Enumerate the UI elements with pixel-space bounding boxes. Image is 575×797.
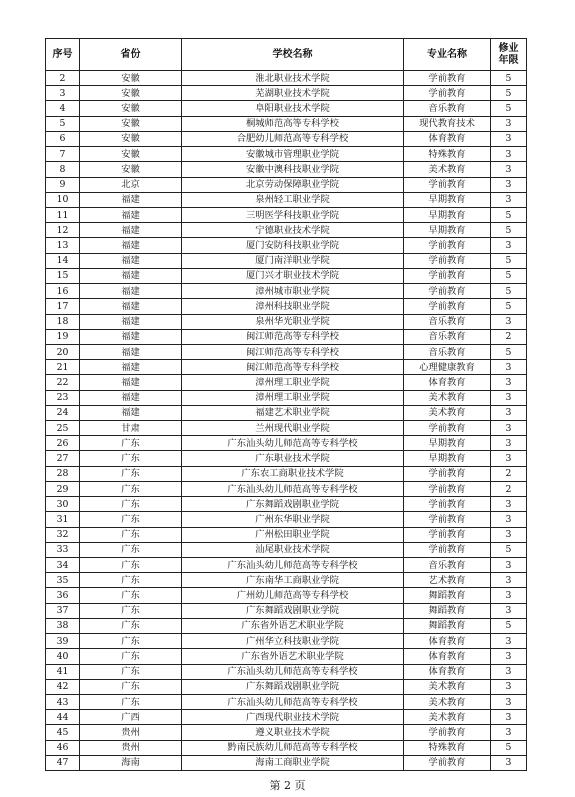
cell-years: 3 <box>491 375 527 390</box>
cell-school: 淮北职业技术学院 <box>182 71 404 86</box>
table-row <box>46 162 527 177</box>
cell-major: 音乐教育 <box>404 344 491 359</box>
cell-no: 2 <box>46 71 80 86</box>
cell-major: 音乐教育 <box>404 314 491 329</box>
table-row <box>46 649 527 664</box>
page-number: 第 2 页 <box>269 779 306 792</box>
cell-school: 闽江师范高等专科学校 <box>182 344 404 359</box>
header-school: 学校名称 <box>182 39 404 71</box>
cell-school: 广东职业技术学院 <box>182 451 404 466</box>
cell-school: 黔南民族幼儿师范高等专科学校 <box>182 740 404 755</box>
table-row <box>46 177 527 192</box>
cell-major: 早期教育 <box>404 436 491 451</box>
cell-no: 44 <box>46 710 80 725</box>
table-row <box>46 147 527 162</box>
cell-province: 安徽 <box>80 101 182 116</box>
cell-major: 早期教育 <box>404 207 491 222</box>
cell-school: 遵义职业技术学院 <box>182 725 404 740</box>
cell-years: 5 <box>491 284 527 299</box>
cell-province: 安徽 <box>80 162 182 177</box>
cell-no: 17 <box>46 299 80 314</box>
table-body <box>46 71 527 771</box>
cell-school: 广西现代职业技术学院 <box>182 710 404 725</box>
header-years-line2: 年限 <box>498 54 519 66</box>
table-row <box>46 618 527 633</box>
cell-no: 11 <box>46 207 80 222</box>
cell-major: 舞蹈教育 <box>404 588 491 603</box>
cell-years: 3 <box>491 588 527 603</box>
cell-years: 3 <box>491 131 527 146</box>
cell-school: 广州松田职业学院 <box>182 527 404 542</box>
cell-years: 3 <box>491 314 527 329</box>
cell-no: 33 <box>46 542 80 557</box>
table-row <box>46 131 527 146</box>
cell-no: 14 <box>46 253 80 268</box>
cell-school: 漳州理工职业学院 <box>182 390 404 405</box>
cell-school: 漳州理工职业学院 <box>182 375 404 390</box>
cell-major: 美术教育 <box>404 162 491 177</box>
cell-years: 3 <box>491 679 527 694</box>
cell-no: 45 <box>46 725 80 740</box>
cell-province: 广东 <box>80 451 182 466</box>
cell-major: 学前教育 <box>404 71 491 86</box>
cell-major: 美术教育 <box>404 679 491 694</box>
cell-no: 12 <box>46 223 80 238</box>
cell-province: 福建 <box>80 268 182 283</box>
cell-province: 福建 <box>80 390 182 405</box>
cell-school: 广东舞蹈戏剧职业学院 <box>182 603 404 618</box>
table-row <box>46 268 527 283</box>
cell-years: 5 <box>491 101 527 116</box>
table-row <box>46 512 527 527</box>
cell-major: 学前教育 <box>404 512 491 527</box>
cell-no: 5 <box>46 116 80 131</box>
cell-years: 2 <box>491 329 527 344</box>
cell-years: 3 <box>491 558 527 573</box>
cell-major: 体育教育 <box>404 649 491 664</box>
table-row <box>46 238 527 253</box>
cell-province: 福建 <box>80 375 182 390</box>
cell-no: 9 <box>46 177 80 192</box>
table-row <box>46 603 527 618</box>
cell-years: 5 <box>491 268 527 283</box>
cell-years: 3 <box>491 390 527 405</box>
table-row <box>46 740 527 755</box>
table-row <box>46 421 527 436</box>
cell-province: 广东 <box>80 497 182 512</box>
table-row <box>46 405 527 420</box>
table-row <box>46 694 527 709</box>
cell-school: 广东汕头幼儿师范高等专科学校 <box>182 558 404 573</box>
cell-major: 学前教育 <box>404 268 491 283</box>
cell-school: 闽江师范高等专科学校 <box>182 360 404 375</box>
cell-province: 福建 <box>80 344 182 359</box>
table-row <box>46 284 527 299</box>
cell-major: 体育教育 <box>404 131 491 146</box>
cell-province: 安徽 <box>80 71 182 86</box>
cell-province: 广东 <box>80 466 182 481</box>
cell-years: 3 <box>491 177 527 192</box>
cell-province: 广东 <box>80 588 182 603</box>
table-row <box>46 314 527 329</box>
header-row <box>46 39 527 71</box>
table-row <box>46 344 527 359</box>
cell-years: 3 <box>491 649 527 664</box>
cell-no: 47 <box>46 755 80 770</box>
cell-years: 2 <box>491 466 527 481</box>
table-row <box>46 497 527 512</box>
cell-no: 22 <box>46 375 80 390</box>
table-row <box>46 360 527 375</box>
cell-school: 汕尾职业技术学院 <box>182 542 404 557</box>
cell-years: 3 <box>491 192 527 207</box>
cell-major: 学前教育 <box>404 86 491 101</box>
cell-no: 27 <box>46 451 80 466</box>
cell-province: 广东 <box>80 573 182 588</box>
cell-no: 18 <box>46 314 80 329</box>
table-row <box>46 207 527 222</box>
cell-no: 10 <box>46 192 80 207</box>
cell-major: 学前教育 <box>404 421 491 436</box>
cell-major: 学前教育 <box>404 177 491 192</box>
header-no: 序号 <box>46 39 80 71</box>
cell-no: 28 <box>46 466 80 481</box>
cell-no: 29 <box>46 481 80 496</box>
cell-years: 3 <box>491 694 527 709</box>
cell-years: 5 <box>491 299 527 314</box>
cell-province: 广东 <box>80 603 182 618</box>
cell-years: 3 <box>491 725 527 740</box>
table-row <box>46 71 527 86</box>
cell-province: 福建 <box>80 253 182 268</box>
table-header <box>46 39 527 71</box>
cell-no: 37 <box>46 603 80 618</box>
cell-years: 3 <box>491 573 527 588</box>
cell-school: 广东南华工商职业学院 <box>182 573 404 588</box>
cell-no: 36 <box>46 588 80 603</box>
cell-province: 广东 <box>80 558 182 573</box>
cell-school: 广东省外语艺术职业学院 <box>182 618 404 633</box>
cell-no: 15 <box>46 268 80 283</box>
table-row <box>46 573 527 588</box>
table-row <box>46 253 527 268</box>
cell-no: 23 <box>46 390 80 405</box>
cell-major: 学前教育 <box>404 542 491 557</box>
cell-school: 厦门南洋职业学院 <box>182 253 404 268</box>
cell-province: 安徽 <box>80 116 182 131</box>
cell-school: 闽江师范高等专科学校 <box>182 329 404 344</box>
cell-major: 体育教育 <box>404 634 491 649</box>
cell-no: 39 <box>46 634 80 649</box>
cell-major: 学前教育 <box>404 481 491 496</box>
cell-school: 广东汕头幼儿师范高等专科学校 <box>182 436 404 451</box>
cell-no: 40 <box>46 649 80 664</box>
cell-school: 芜湖职业技术学院 <box>182 86 404 101</box>
cell-major: 舞蹈教育 <box>404 603 491 618</box>
cell-no: 30 <box>46 497 80 512</box>
cell-province: 福建 <box>80 405 182 420</box>
table-row <box>46 558 527 573</box>
cell-school: 厦门兴才职业技术学院 <box>182 268 404 283</box>
table-row <box>46 634 527 649</box>
cell-province: 福建 <box>80 299 182 314</box>
cell-major: 美术教育 <box>404 405 491 420</box>
cell-school: 漳州城市职业学院 <box>182 284 404 299</box>
cell-school: 三明医学科技职业学院 <box>182 207 404 222</box>
cell-years: 3 <box>491 147 527 162</box>
header-years <box>491 39 527 71</box>
cell-major: 体育教育 <box>404 664 491 679</box>
cell-major: 学前教育 <box>404 284 491 299</box>
cell-years: 5 <box>491 71 527 86</box>
table-row <box>46 390 527 405</box>
cell-no: 7 <box>46 147 80 162</box>
cell-major: 早期教育 <box>404 223 491 238</box>
cell-no: 13 <box>46 238 80 253</box>
cell-major: 学前教育 <box>404 497 491 512</box>
cell-years: 3 <box>491 405 527 420</box>
cell-province: 福建 <box>80 238 182 253</box>
cell-years: 5 <box>491 223 527 238</box>
cell-major: 学前教育 <box>404 299 491 314</box>
header-major: 专业名称 <box>404 39 491 71</box>
cell-no: 26 <box>46 436 80 451</box>
header-province: 省份 <box>80 39 182 71</box>
cell-major: 心理健康教育 <box>404 360 491 375</box>
cell-school: 广东汕头幼儿师范高等专科学校 <box>182 694 404 709</box>
cell-no: 31 <box>46 512 80 527</box>
table-row <box>46 755 527 770</box>
cell-major: 音乐教育 <box>404 101 491 116</box>
cell-major: 学前教育 <box>404 725 491 740</box>
table-row <box>46 527 527 542</box>
cell-no: 8 <box>46 162 80 177</box>
cell-major: 早期教育 <box>404 451 491 466</box>
table-row <box>46 481 527 496</box>
cell-no: 42 <box>46 679 80 694</box>
cell-years: 3 <box>491 603 527 618</box>
cell-province: 北京 <box>80 177 182 192</box>
cell-no: 41 <box>46 664 80 679</box>
cell-no: 46 <box>46 740 80 755</box>
cell-province: 广东 <box>80 649 182 664</box>
cell-school: 广东舞蹈戏剧职业学院 <box>182 497 404 512</box>
cell-school: 广州幼儿师范高等专科学校 <box>182 588 404 603</box>
cell-province: 广东 <box>80 694 182 709</box>
cell-province: 广东 <box>80 664 182 679</box>
cell-years: 3 <box>491 360 527 375</box>
cell-major: 舞蹈教育 <box>404 618 491 633</box>
cell-school: 阜阳职业技术学院 <box>182 101 404 116</box>
cell-no: 43 <box>46 694 80 709</box>
cell-province: 广东 <box>80 634 182 649</box>
cell-school: 广东舞蹈戏剧职业学院 <box>182 679 404 694</box>
table-row <box>46 725 527 740</box>
cell-province: 广东 <box>80 527 182 542</box>
table-row <box>46 679 527 694</box>
cell-no: 35 <box>46 573 80 588</box>
cell-province: 广西 <box>80 710 182 725</box>
cell-years: 5 <box>491 618 527 633</box>
cell-province: 广东 <box>80 512 182 527</box>
cell-major: 美术教育 <box>404 694 491 709</box>
cell-no: 24 <box>46 405 80 420</box>
cell-no: 4 <box>46 101 80 116</box>
cell-major: 美术教育 <box>404 390 491 405</box>
cell-no: 20 <box>46 344 80 359</box>
cell-province: 福建 <box>80 207 182 222</box>
cell-province: 广东 <box>80 679 182 694</box>
cell-province: 广东 <box>80 481 182 496</box>
cell-province: 安徽 <box>80 131 182 146</box>
table-row <box>46 451 527 466</box>
table-row <box>46 710 527 725</box>
cell-province: 广东 <box>80 436 182 451</box>
cell-years: 3 <box>491 512 527 527</box>
cell-school: 海南工商职业学院 <box>182 755 404 770</box>
cell-no: 21 <box>46 360 80 375</box>
cell-no: 34 <box>46 558 80 573</box>
cell-major: 学前教育 <box>404 466 491 481</box>
table-row <box>46 192 527 207</box>
cell-major: 美术教育 <box>404 710 491 725</box>
table-row <box>46 466 527 481</box>
cell-province: 福建 <box>80 329 182 344</box>
table-row <box>46 375 527 390</box>
cell-years: 5 <box>491 253 527 268</box>
table-row <box>46 664 527 679</box>
cell-years: 3 <box>491 238 527 253</box>
cell-school: 广州东华职业学院 <box>182 512 404 527</box>
cell-major: 学前教育 <box>404 755 491 770</box>
cell-no: 6 <box>46 131 80 146</box>
enrollment-table <box>45 38 527 771</box>
cell-province: 福建 <box>80 223 182 238</box>
cell-years: 3 <box>491 116 527 131</box>
cell-no: 3 <box>46 86 80 101</box>
cell-no: 25 <box>46 421 80 436</box>
cell-school: 广东汕头幼儿师范高等专科学校 <box>182 481 404 496</box>
cell-years: 2 <box>491 481 527 496</box>
cell-province: 贵州 <box>80 725 182 740</box>
cell-no: 32 <box>46 527 80 542</box>
cell-province: 福建 <box>80 360 182 375</box>
cell-province: 福建 <box>80 192 182 207</box>
table-row <box>46 542 527 557</box>
cell-school: 广东省外语艺术职业学院 <box>182 649 404 664</box>
cell-school: 宁德职业技术学院 <box>182 223 404 238</box>
table-row <box>46 436 527 451</box>
header-years-line1: 修业 <box>498 42 519 54</box>
cell-province: 广东 <box>80 618 182 633</box>
cell-no: 16 <box>46 284 80 299</box>
cell-no: 19 <box>46 329 80 344</box>
cell-school: 合肥幼儿师范高等专科学校 <box>182 131 404 146</box>
cell-years: 5 <box>491 207 527 222</box>
cell-school: 安徽城市管理职业学院 <box>182 147 404 162</box>
cell-province: 广东 <box>80 542 182 557</box>
cell-years: 3 <box>491 436 527 451</box>
cell-major: 学前教育 <box>404 238 491 253</box>
cell-major: 音乐教育 <box>404 558 491 573</box>
cell-province: 安徽 <box>80 86 182 101</box>
cell-years: 3 <box>491 755 527 770</box>
cell-school: 北京劳动保障职业学院 <box>182 177 404 192</box>
table-row <box>46 116 527 131</box>
cell-school: 漳州科技职业学院 <box>182 299 404 314</box>
cell-province: 甘肃 <box>80 421 182 436</box>
cell-years: 3 <box>491 664 527 679</box>
cell-school: 桐城师范高等专科学校 <box>182 116 404 131</box>
cell-province: 贵州 <box>80 740 182 755</box>
table-row <box>46 86 527 101</box>
cell-years: 3 <box>491 421 527 436</box>
cell-school: 泉州轻工职业学院 <box>182 192 404 207</box>
table-row <box>46 588 527 603</box>
table-row <box>46 299 527 314</box>
cell-major: 体育教育 <box>404 375 491 390</box>
cell-major: 特殊教育 <box>404 740 491 755</box>
cell-school: 厦门安防科技职业学院 <box>182 238 404 253</box>
cell-school: 安徽中澳科技职业学院 <box>182 162 404 177</box>
cell-major: 学前教育 <box>404 253 491 268</box>
cell-years: 5 <box>491 344 527 359</box>
cell-years: 3 <box>491 497 527 512</box>
cell-major: 音乐教育 <box>404 329 491 344</box>
table-row <box>46 329 527 344</box>
cell-school: 广东汕头幼儿师范高等专科学校 <box>182 664 404 679</box>
cell-years: 5 <box>491 542 527 557</box>
cell-years: 3 <box>491 527 527 542</box>
cell-years: 3 <box>491 710 527 725</box>
cell-province: 福建 <box>80 284 182 299</box>
cell-years: 3 <box>491 451 527 466</box>
cell-province: 海南 <box>80 755 182 770</box>
cell-major: 艺术教育 <box>404 573 491 588</box>
cell-school: 福建艺术职业学院 <box>182 405 404 420</box>
cell-years: 5 <box>491 86 527 101</box>
cell-province: 福建 <box>80 314 182 329</box>
cell-major: 特殊教育 <box>404 147 491 162</box>
cell-years: 3 <box>491 634 527 649</box>
cell-major: 现代教育技术 <box>404 116 491 131</box>
cell-years: 5 <box>491 740 527 755</box>
cell-years: 3 <box>491 162 527 177</box>
cell-major: 早期教育 <box>404 192 491 207</box>
cell-school: 泉州华光职业学院 <box>182 314 404 329</box>
cell-school: 兰州现代职业学院 <box>182 421 404 436</box>
table-row <box>46 223 527 238</box>
cell-major: 学前教育 <box>404 527 491 542</box>
cell-school: 广州华立科技职业学院 <box>182 634 404 649</box>
cell-province: 安徽 <box>80 147 182 162</box>
cell-no: 38 <box>46 618 80 633</box>
cell-school: 广东农工商职业技术学院 <box>182 466 404 481</box>
table-row <box>46 101 527 116</box>
